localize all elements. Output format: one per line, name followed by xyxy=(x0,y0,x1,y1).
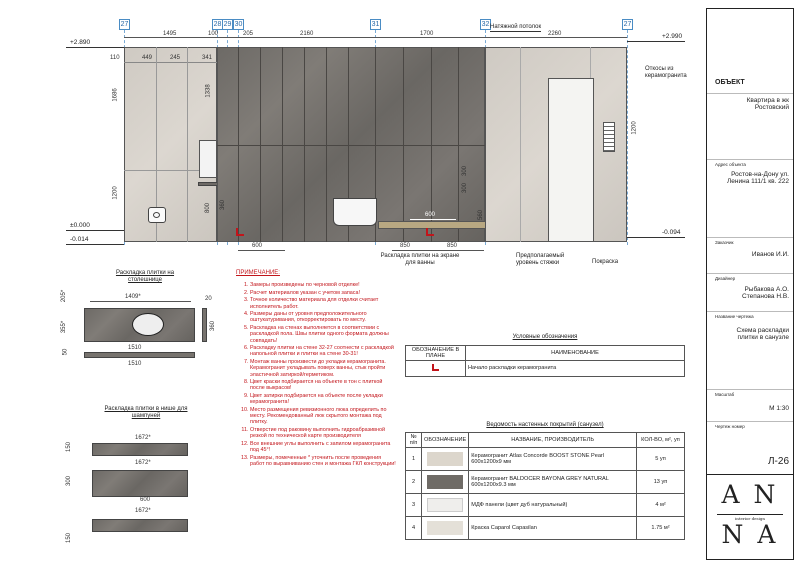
layout-start-marker xyxy=(236,228,244,236)
dim-vertical: 1200 xyxy=(112,186,119,200)
dim-cabinet: 341 xyxy=(202,55,213,61)
dim-top: 1495 xyxy=(163,31,177,37)
dim-countertop: 50 xyxy=(62,348,69,356)
spec-num: 3 xyxy=(406,493,422,516)
door xyxy=(548,78,594,242)
dim-vertical: 300 xyxy=(462,165,469,177)
legend-block xyxy=(405,334,685,377)
sheet-label: Чертеж номер xyxy=(715,424,745,429)
axis-marker: 28 xyxy=(213,21,222,28)
note-item: 10. Место размещения ревизионного люка определить по месту. Рекомендованный люк скрытого монтажа под плитку. xyxy=(250,407,396,426)
spec-title: Ведомость настенных покрытий (санузел) xyxy=(486,422,604,428)
table-row xyxy=(406,516,685,539)
bath-screen-callout: Раскладка плитки на экране для ванны xyxy=(380,253,460,266)
dim-bottom: 850 xyxy=(400,243,411,249)
spec-header: НАЗВАНИЕ, ПРОИЗВОДИТЕЛЬ xyxy=(469,432,637,447)
dim-vertical: 1686 xyxy=(112,88,119,102)
axis-marker: 31 xyxy=(371,21,380,28)
sink-cutout xyxy=(132,313,164,336)
designer-value: Рыбакова А.О. Степанова Н.В. xyxy=(742,286,789,301)
note-item: 7. Монтаж ванны произвести до укладки керамогранита. Керамогранит укладывать поверх ванны, стык пройти эластичной затиркой/герметиком. xyxy=(250,359,396,378)
spec-num: 1 xyxy=(406,447,422,470)
level-mark: +2.990 xyxy=(662,33,683,40)
spec-swatch xyxy=(422,470,469,493)
address-label: Адрес объекта xyxy=(715,162,746,167)
ceiling-callout: Натяжной потолок xyxy=(490,24,542,30)
spec-qty: 1.75 м² xyxy=(637,516,685,539)
spec-name: Керамогранит BALDOCER BAYONA GREY NATURAL 600х1200х9.3 мм xyxy=(469,470,637,493)
spec-swatch xyxy=(422,493,469,516)
spec-name: МДФ панели (цвет дуб натуральный) xyxy=(469,493,637,516)
note-item: 2. Расчет материалов указан с учетом запаса! xyxy=(250,290,396,296)
niche-title: Раскладка плитки в нише для шампуней xyxy=(104,406,188,419)
dim-countertop: 205* xyxy=(61,289,68,303)
spec-qty: 5 уп xyxy=(637,447,685,470)
notes-title: ПРИМЕЧАНИЕ: xyxy=(236,270,280,276)
sheet-number: Л-26 xyxy=(767,456,789,467)
client-label: Заказчик xyxy=(715,240,734,245)
dim-bottom: 850 xyxy=(447,243,458,249)
paint-callout: Покраска xyxy=(592,259,619,265)
dim-niche: 150 xyxy=(66,441,73,453)
slopes-callout: Откосы из керамогранита xyxy=(645,66,687,79)
spec-swatch xyxy=(422,516,469,539)
countertop-title: Раскладка плитки на столешнице xyxy=(115,270,175,283)
note-item: 11. Отверстие под раковину выполнить гидроабразивной резкой по технической карте производителя xyxy=(250,427,396,439)
axis-marker: 32 xyxy=(481,21,490,28)
dim-countertop: 1510 xyxy=(128,345,142,351)
dim-vertical: 360 xyxy=(220,199,227,211)
spec-qty: 13 уп xyxy=(637,470,685,493)
note-item: 3. Точное количество материала для отделки считает исполнитель работ. xyxy=(250,297,396,309)
scale-value: М 1:30 xyxy=(769,405,789,412)
designer-label: Дизайнер xyxy=(715,276,736,281)
note-item: 8. Цвет краски подбирается на объекте в тон с плиткой после выкрасов! xyxy=(250,379,396,391)
drawing-value: Схема раскладки плитки в санузле xyxy=(736,327,789,342)
note-item: 1. Замеры произведены по черновой отделке! xyxy=(250,282,396,288)
brand-logo: A N interior design N A xyxy=(713,482,787,554)
spec-header: ОБОЗНАЧЕНИЕ xyxy=(422,432,469,447)
spec-swatch xyxy=(422,447,469,470)
dim-vertical: 560 xyxy=(478,209,485,221)
layout-start-marker xyxy=(426,228,434,236)
dim-niche: 150 xyxy=(66,532,73,544)
towel-rail-icon xyxy=(603,122,615,152)
spec-block xyxy=(405,422,685,540)
dim-countertop: 360 xyxy=(210,320,217,332)
legend-symbol xyxy=(406,360,466,376)
dim-top: 2160 xyxy=(300,31,314,37)
legend-header: ОБОЗНАЧЕНИЕ В ПЛАНЕ xyxy=(406,345,466,360)
spec-header: КОЛ-ВО, м², уп xyxy=(637,432,685,447)
dim-top: 1700 xyxy=(420,31,434,37)
level-mark: -0.014 xyxy=(70,236,89,243)
client-value: Иванов И.И. xyxy=(751,251,789,258)
note-item: 12. Все внешние углы выполнить с запилом керамогранита под 45°! xyxy=(250,441,396,453)
dim-niche: 1672* xyxy=(135,508,151,514)
note-item: 5. Раскладка на стенах выполняется в соответствии с раскладкой пола. Швы плитки одного формата должны совпадать! xyxy=(250,325,396,344)
table-row xyxy=(406,493,685,516)
object-value: Квартира в жк Ростовский xyxy=(746,97,789,112)
dim-cabinet: 245 xyxy=(170,55,181,61)
dim-countertop: 1510 xyxy=(128,361,142,367)
screed-callout: Предполагаемый уровень стяжки xyxy=(516,253,565,266)
address-value: Ростов-на-Дону ул. Ленина 111/1 кв. 222 xyxy=(727,171,789,186)
legend-item: Начало раскладки керамогранита xyxy=(466,360,685,376)
logo-sub: interior design xyxy=(734,516,765,521)
dim-niche: 1672* xyxy=(135,435,151,441)
table-row xyxy=(406,470,685,493)
dim-vertical: 1200 xyxy=(631,121,638,135)
spec-name: Керамогранит Atlas Concorde BOOST STONE Pearl 600х1200х9 мм xyxy=(469,447,637,470)
drawing-label: Название чертежа xyxy=(715,314,754,319)
spec-num: 4 xyxy=(406,516,422,539)
dim-countertop: 20 xyxy=(205,296,212,302)
axis-marker: 27 xyxy=(120,21,129,28)
axis-marker: 30 xyxy=(234,21,243,28)
spec-header: № п/п xyxy=(406,432,422,447)
dim-bottom: 600 xyxy=(252,243,263,249)
dim-cabinet: 110 xyxy=(110,55,120,61)
dim-cabinet: 449 xyxy=(142,55,153,61)
note-item: 6. Раскладку плитки на стене 32-27 соотнести с раскладкой напольной плитки и плитки на стене 30-31! xyxy=(250,345,396,357)
note-item: 4. Размеры даны от уровня предположительного оштукатуривания, откорректировать по месту. xyxy=(250,311,396,323)
dim-vertical: 300 xyxy=(462,182,469,194)
object-label: ОБЪЕКТ xyxy=(715,79,745,86)
spec-qty: 4 м² xyxy=(637,493,685,516)
axis-marker: 29 xyxy=(223,21,232,28)
bathtub xyxy=(333,198,377,226)
axis-marker: 27 xyxy=(623,21,632,28)
notes-list xyxy=(236,282,396,467)
spec-name: Краска Caparol Capasilan xyxy=(469,516,637,539)
scale-label: Масштаб xyxy=(715,392,735,397)
dim-countertop: 355* xyxy=(61,320,68,334)
note-item: 9. Цвет затирки подбирается на объекте после укладки керамогранита! xyxy=(250,393,396,405)
notes-block xyxy=(236,270,396,469)
level-mark: ±0.000 xyxy=(70,222,90,229)
dim-top: 205 xyxy=(243,31,254,37)
logo-lettering: A N xyxy=(721,480,779,509)
dim-vertical: 1338 xyxy=(205,84,212,98)
dim-vertical: 800 xyxy=(205,202,212,214)
level-mark: -0.094 xyxy=(662,229,681,236)
legend-header: НАИМЕНОВАНИЕ xyxy=(466,345,685,360)
dim-niche: 600 xyxy=(140,497,151,503)
dim-top: 2260 xyxy=(548,31,562,37)
title-block xyxy=(706,8,794,560)
dim-top: 100 xyxy=(208,31,219,37)
dim-bottom: 600 xyxy=(425,212,436,218)
note-item: 13. Размеры, помеченные * уточнить после проведения работ по выравниванию стен и монтажа ГКЛ конструкции! xyxy=(250,455,396,467)
dim-niche: 1672* xyxy=(135,460,151,466)
dim-countertop: 1409* xyxy=(125,294,141,300)
spec-num: 2 xyxy=(406,470,422,493)
table-row xyxy=(406,447,685,470)
level-mark: +2.890 xyxy=(70,39,91,46)
legend-title: Условные обозначения xyxy=(512,334,578,340)
dim-niche: 300 xyxy=(66,475,73,487)
